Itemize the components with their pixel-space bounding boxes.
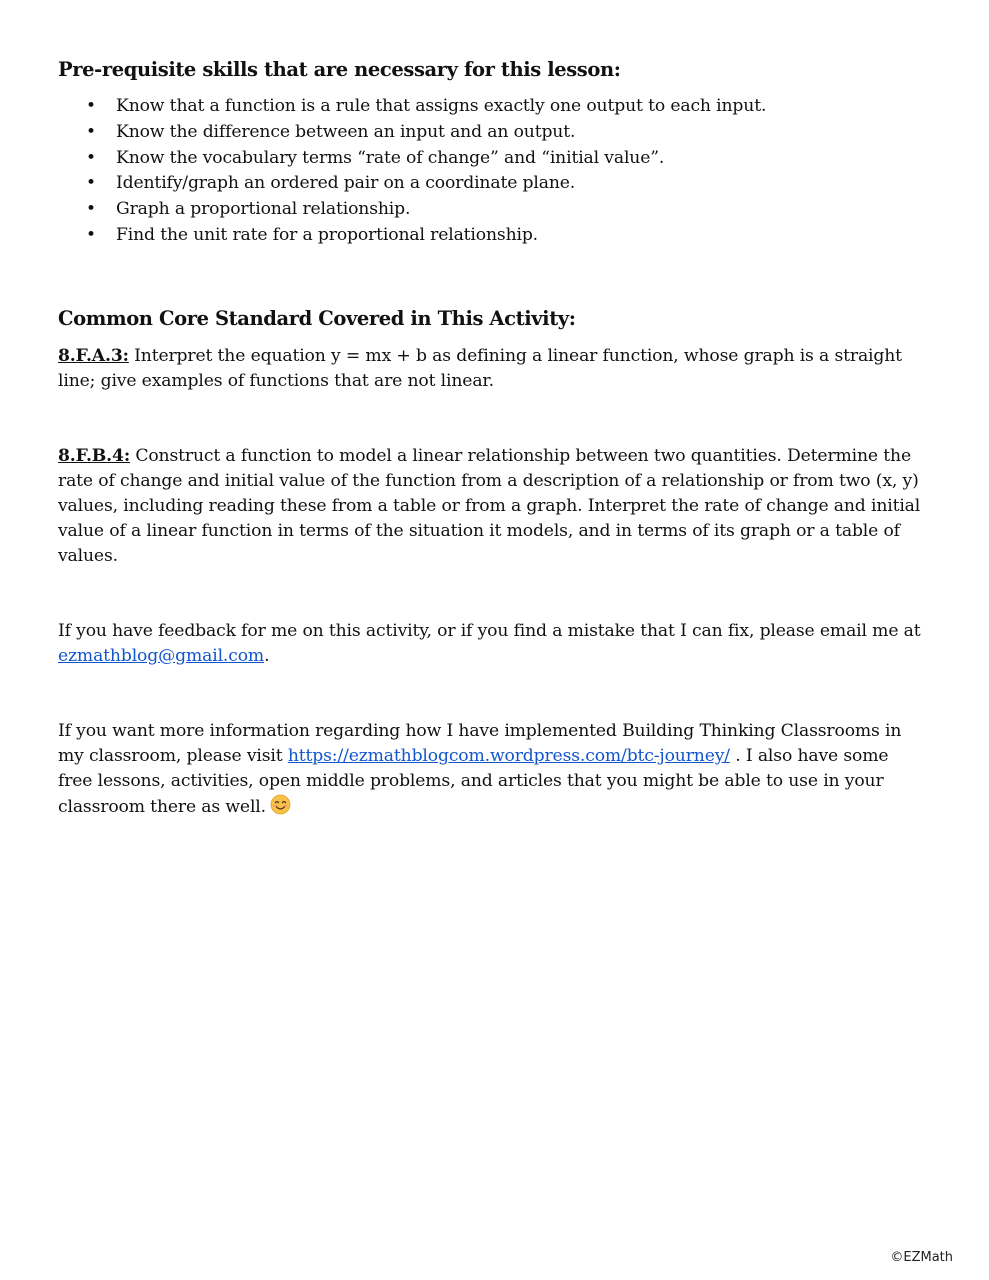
feedback-period: . xyxy=(264,645,270,666)
standard-code: 8.F.A.3: xyxy=(58,345,129,366)
list-item: • Know that a function is a rule that assigns exactly one output to each input. xyxy=(58,94,928,120)
standards-heading: Common Core Standard Covered in This Activity: xyxy=(58,306,576,330)
feedback-paragraph xyxy=(58,619,928,669)
btc-paragraph xyxy=(58,719,928,823)
list-item: • Graph a proportional relationship. xyxy=(58,197,928,223)
email-link[interactable]: ezmathblog@gmail.com xyxy=(58,645,265,666)
standard-text: Construct a function to model a linear relationship between two quantities. Determine the rate of change and initial value of the function from a description of a relationship or from two (x, y) values, including reading these from a table or from a graph. Interpret the rate of change and initial value of a linear function in terms of the situation it models, and in terms of its graph or a table of values. xyxy=(58,445,921,566)
btc-text-after: . I also have some free lessons, activities, open middle problems, and articles that you might be able to use in your classroom there as well. xyxy=(58,745,889,817)
copyright-footer: ©EZMath xyxy=(890,1250,953,1265)
standard-8fb4 xyxy=(58,444,928,569)
list-item: • Know the vocabulary terms “rate of change” and “initial value”. xyxy=(58,146,928,172)
list-item: • Identify/graph an ordered pair on a coordinate plane. xyxy=(58,171,928,197)
btc-text: If you want more information regarding how I have implemented Building Thinking Classrooms in my classroom, please visit xyxy=(58,720,902,766)
document-page xyxy=(58,58,928,823)
list-item: • Know the difference between an input and an output. xyxy=(58,120,928,146)
feedback-text: If you have feedback for me on this activity, or if you find a mistake that I can fix, please email me at xyxy=(58,620,921,641)
smiling-face-icon xyxy=(270,794,291,823)
btc-journey-link[interactable]: https://ezmathblogcom.wordpress.com/btc-journey/ xyxy=(287,745,730,766)
standard-8fa3 xyxy=(58,344,928,394)
prereq-list xyxy=(58,94,928,249)
standard-text: Interpret the equation y = mx + b as defining a linear function, whose graph is a straight line; give examples of functions that are not linear. xyxy=(58,345,902,391)
prereq-heading: Pre-requisite skills that are necessary for this lesson: xyxy=(58,58,621,81)
list-item: • Find the unit rate for a proportional relationship. xyxy=(58,223,928,249)
standard-code: 8.F.B.4: xyxy=(58,445,131,466)
